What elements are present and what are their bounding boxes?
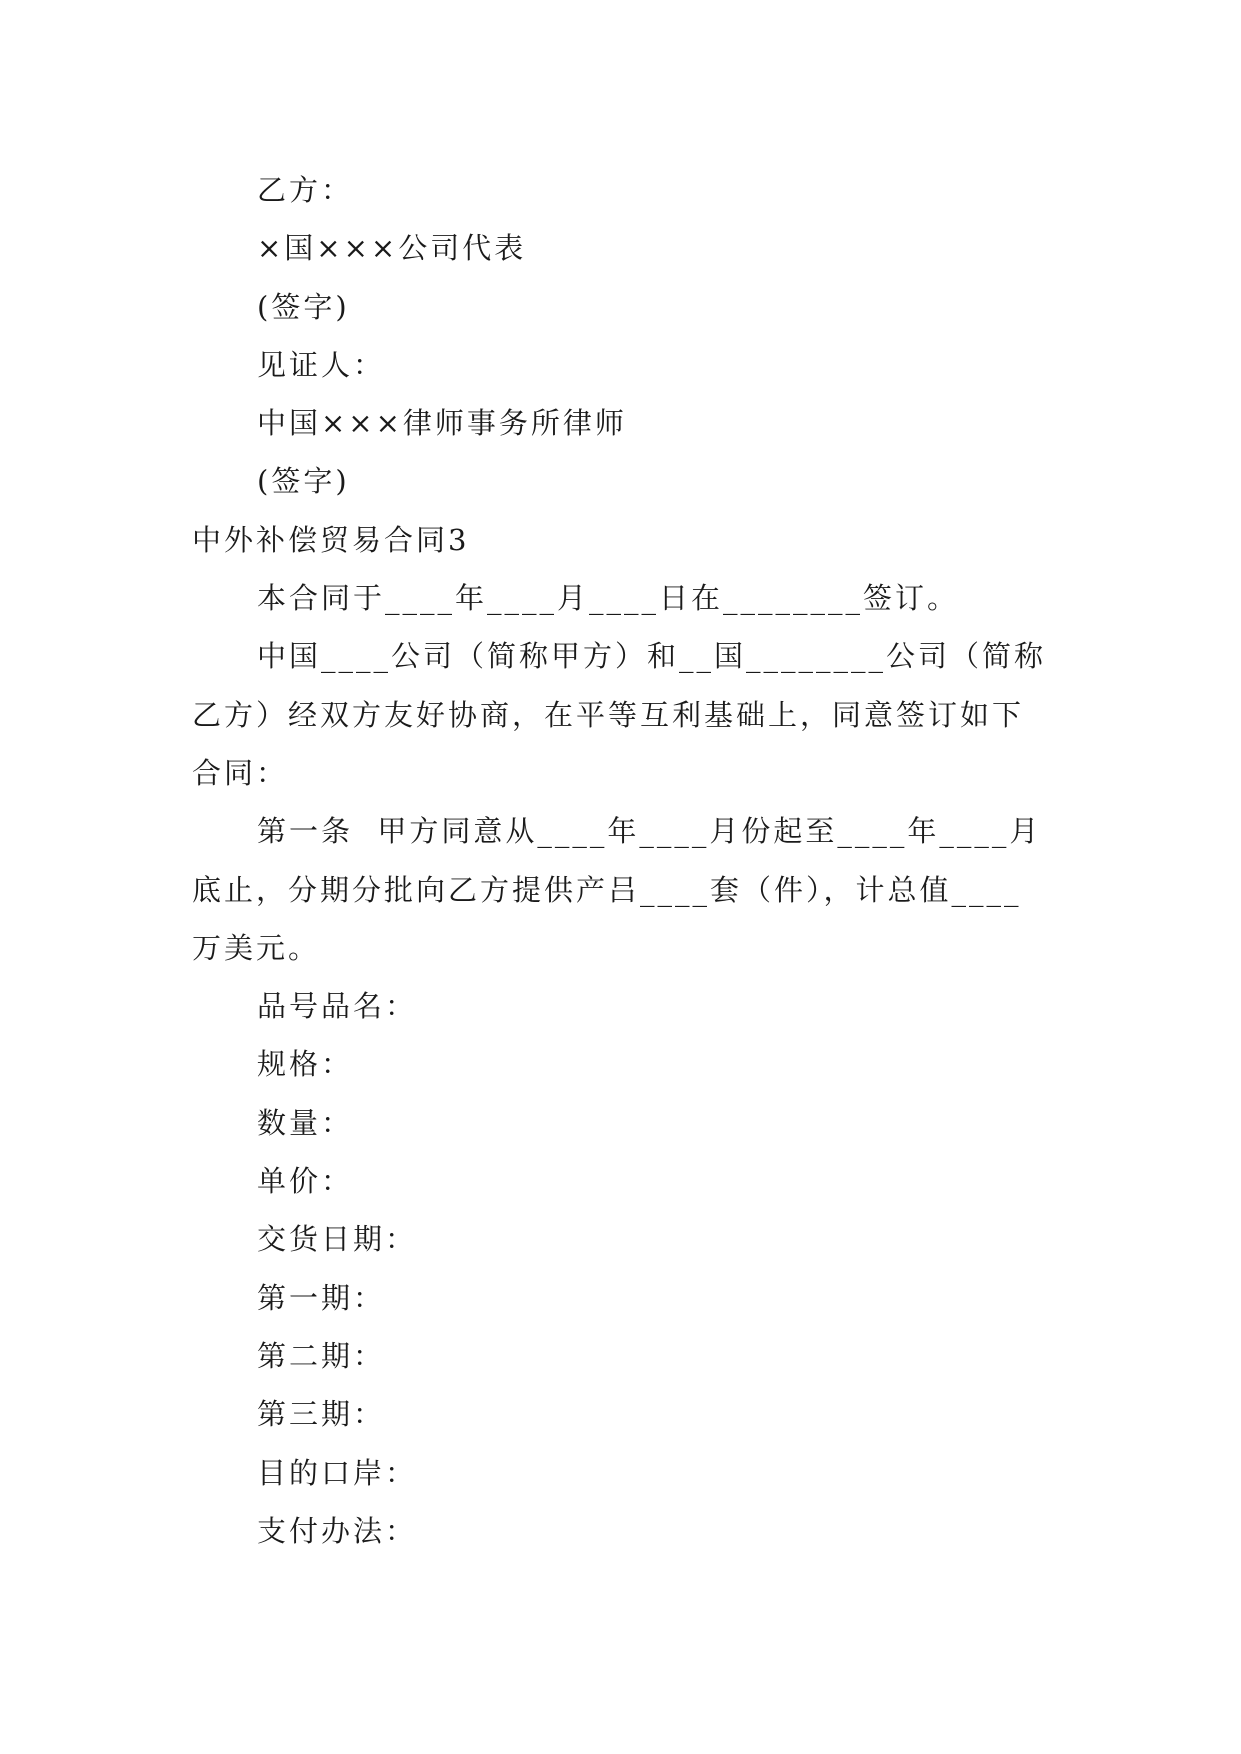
field-product-name: 品号品名：: [257, 989, 418, 1024]
article-1-line-2: 底止，分期分批向乙方提供产吕____套（件），计总值____: [192, 872, 1022, 907]
party-b-label: 乙方：: [257, 173, 354, 207]
witness-signature: (签字): [257, 464, 350, 499]
parties-paragraph-line-1: 中国____公司（简称甲方）和__国________公司（简称: [257, 639, 1047, 674]
field-phase-3: 第三期：: [257, 1397, 386, 1432]
parties-paragraph-line-2: 乙方）经双方友好协商，在平等互利基础上，同意签订如下: [192, 697, 1025, 732]
field-delivery-date: 交货日期：: [257, 1222, 418, 1257]
field-quantity: 数量：: [257, 1105, 354, 1140]
contract-date-paragraph: 本合同于____年____月____日在________签订。: [257, 581, 960, 616]
parties-paragraph-line-3: 合同：: [192, 755, 289, 790]
witness-name: 中国×××律师事务所律师: [257, 406, 627, 441]
party-b-representative: ×国×××公司代表: [257, 231, 527, 266]
article-1-line-3: 万美元。: [192, 930, 321, 965]
field-payment-method: 支付办法：: [257, 1513, 418, 1548]
field-unit-price: 单价：: [257, 1164, 354, 1199]
article-1-line-1: 第一条 甲方同意从____年____月份起至____年____月: [257, 814, 1042, 849]
field-phase-1: 第一期：: [257, 1280, 386, 1315]
witness-label: 见证人：: [257, 347, 386, 382]
field-phase-2: 第二期：: [257, 1338, 386, 1373]
document-content: [192, 161, 1052, 1560]
field-specification: 规格：: [257, 1047, 354, 1082]
field-destination-port: 目的口岸：: [257, 1455, 418, 1490]
party-b-signature: (签字): [257, 289, 350, 324]
section-title: 中外补偿贸易合同3: [192, 522, 470, 557]
